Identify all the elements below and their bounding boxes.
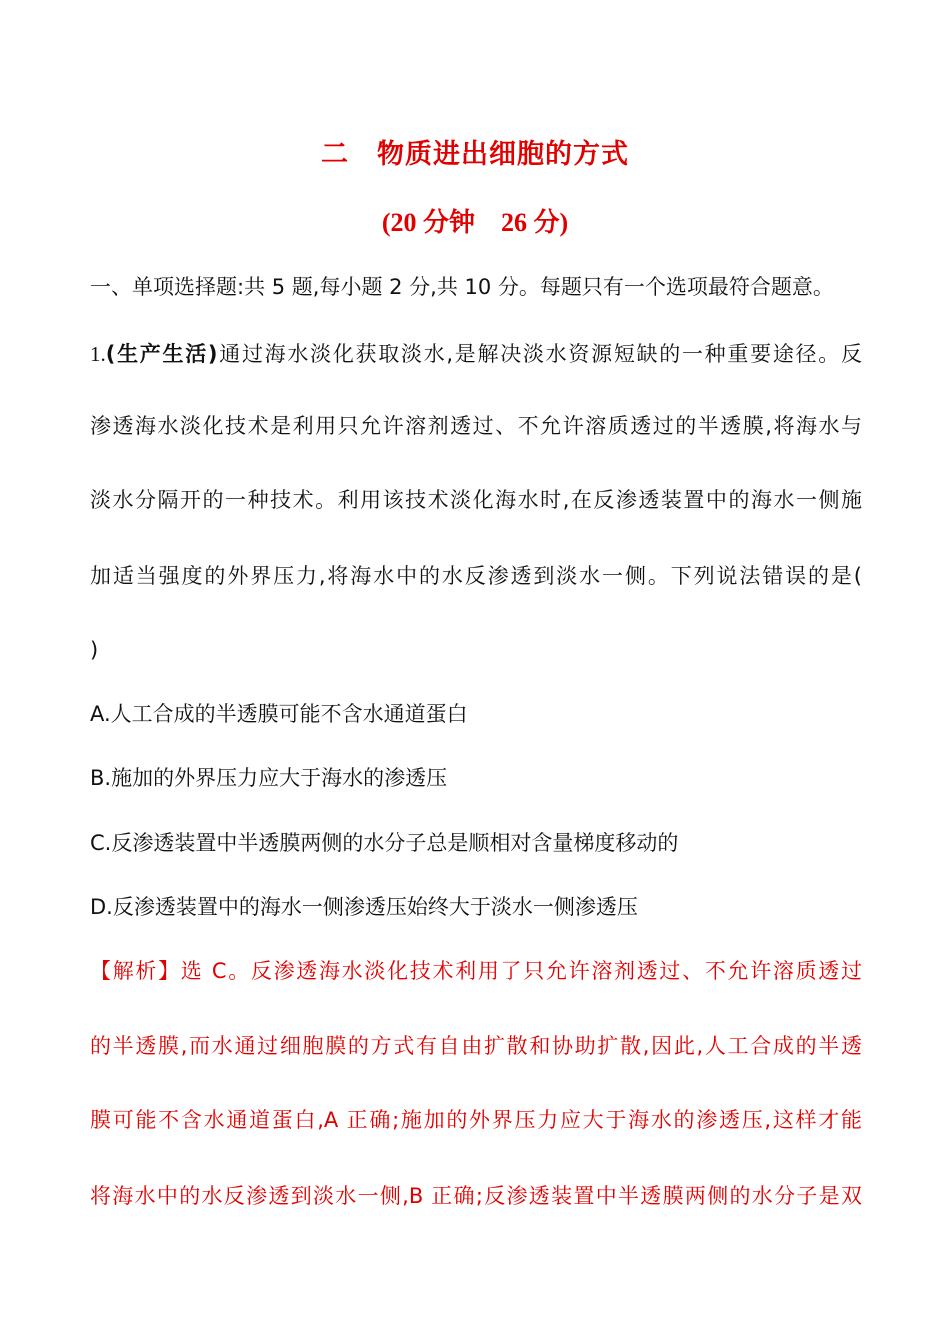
question-line-1	[90, 339, 862, 369]
question-number: 1.	[90, 342, 106, 366]
option-c: C.反渗透装置中半透膜两侧的水分子总是顺相对含量梯度移动的	[90, 831, 679, 855]
question-line-4: 加适当强度的外界压力,将海水中的水反渗透到淡水一侧。下列说法错误的是(	[90, 564, 862, 588]
analysis-line-1: 【解析】选 C。反渗透海水淡化技术利用了只允许溶剂透过、不允许溶质透过	[90, 959, 862, 983]
question-text: 通过海水淡化获取淡水,是解决淡水资源短缺的一种重要途径。反	[217, 342, 862, 366]
option-d: D.反渗透装置中的海水一侧渗透压始终大于淡水一侧渗透压	[90, 895, 638, 919]
question-tag: (生产生活)	[105, 342, 218, 366]
option-b: B.施加的外界压力应大于海水的渗透压	[90, 766, 448, 790]
page-subtitle: (20 分钟 26 分)	[381, 208, 569, 237]
option-a: A.人工合成的半透膜可能不含水通道蛋白	[90, 702, 468, 726]
question-line-5: )	[90, 638, 99, 662]
question-line-2: 渗透海水淡化技术是利用只允许溶剂透过、不允许溶质透过的半透膜,将海水与	[90, 414, 862, 438]
analysis-line-4: 将海水中的水反渗透到淡水一侧,B 正确;反渗透装置中半透膜两侧的水分子是双	[90, 1184, 862, 1208]
analysis-line-3: 膜可能不含水通道蛋白,A 正确;施加的外界压力应大于海水的渗透压,这样才能	[90, 1108, 862, 1132]
section-heading: 一、单项选择题:共 5 题,每小题 2 分,共 10 分。每题只有一个选项最符合题意。	[90, 275, 834, 299]
question-line-3: 淡水分隔开的一种技术。利用该技术淡化海水时,在反渗透装置中的海水一侧施	[90, 488, 862, 512]
page-title: 二 物质进出细胞的方式	[321, 139, 629, 170]
analysis-line-2: 的半透膜,而水通过细胞膜的方式有自由扩散和协助扩散,因此,人工合成的半透	[90, 1034, 862, 1058]
